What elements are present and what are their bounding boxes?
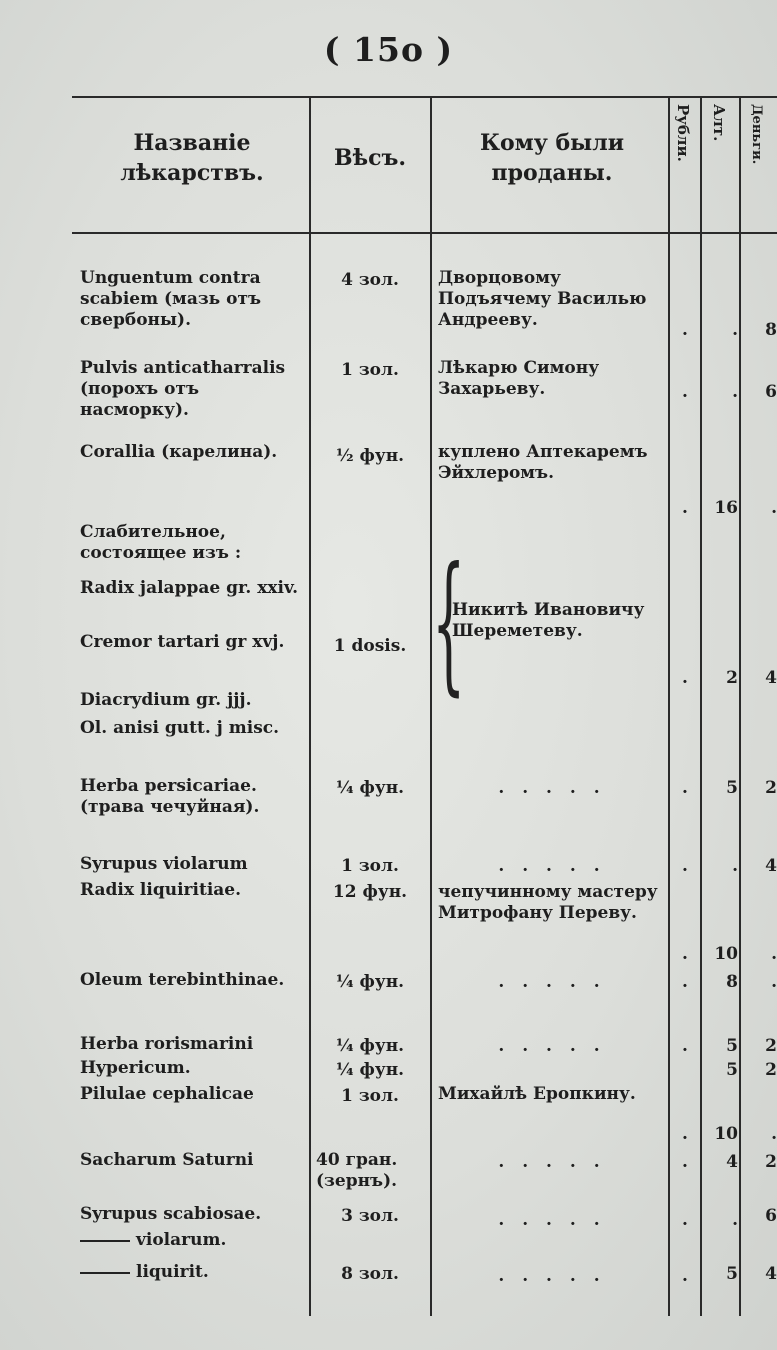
row-18-name: liquirit. (136, 1262, 209, 1282)
row-8-rubles: . (682, 778, 688, 798)
row-15-weight: 40 гран. (зернъ). (316, 1150, 398, 1191)
row-5-rubles: . (682, 668, 688, 688)
row-2-name: Corallia (карелина). (80, 442, 278, 462)
cell-text: Unguentum contra scabiem (мазь отъ свербоны). (80, 268, 262, 330)
row-14-buyer: Михайлѣ Еропкину. (438, 1084, 636, 1104)
curly-brace: { (432, 536, 466, 710)
row-15-altyns: 4 (726, 1152, 738, 1172)
row-1-name: Pulvis anticatharralis (порохъ отъ насморку). (80, 358, 286, 420)
row-9-weight: 1 зол. (341, 856, 399, 876)
row-13-name: Hypericum. (80, 1058, 191, 1078)
row-15-dengi: 2 (765, 1152, 777, 1172)
row-9-altyns: . (732, 856, 738, 876)
row-15-rubles: . (682, 1152, 688, 1172)
row-6-name: Diacrydium gr. jjj. (80, 690, 252, 710)
row-2-weight: ½ фун. (335, 446, 405, 466)
row-13-altyns: 5 (726, 1060, 738, 1080)
row-16-name: Syrupus scabiosae. (80, 1204, 262, 1224)
row-12-buyer: . . . . . (498, 1036, 606, 1056)
row-12-altyns: 5 (726, 1036, 738, 1056)
row-15-name: Sacharum Saturni (80, 1150, 254, 1170)
row-18-buyer: . . . . . (498, 1266, 606, 1286)
column-divider (700, 96, 702, 1316)
row-14-name: Pilulae cephalicae (80, 1084, 254, 1104)
row-13-weight: ¼ фун. (335, 1060, 405, 1080)
row-18-altyns: 5 (726, 1264, 738, 1284)
ditto-dash (80, 1240, 130, 1242)
row-14-weight: 1 зол. (341, 1086, 399, 1106)
row-9-rubles: . (682, 856, 688, 876)
row-2-rubles: . (682, 498, 688, 518)
row-0-weight: 4 зол. (341, 270, 399, 290)
row-14-dengi: . (771, 1124, 777, 1144)
row-17-name-wrap (80, 1230, 308, 1251)
row-13-dengi: 2 (765, 1060, 777, 1080)
row-16-weight: 3 зол. (341, 1206, 399, 1226)
row-12-rubles: . (682, 1036, 688, 1056)
row-12-weight: ¼ фун. (335, 1036, 405, 1056)
row-5-dengi: 4 (765, 668, 777, 688)
row-8-buyer: . . . . . (498, 778, 606, 798)
row-0-name (80, 268, 308, 331)
row-0-rubles: . (682, 320, 688, 340)
header-rubles: Рубли. (674, 104, 692, 162)
header-bottom-rule (72, 232, 777, 234)
row-1-weight: 1 зол. (341, 360, 399, 380)
row-5-altyns: 2 (726, 668, 738, 688)
row-1-rubles: . (682, 382, 688, 402)
row-9-buyer: . . . . . (498, 856, 606, 876)
row-1-altyns: . (732, 382, 738, 402)
row-10-weight: 12 фун. (332, 882, 408, 902)
row-1-buyer: Лѣкарю Симону Захарьеву. (438, 358, 600, 399)
row-11-buyer: . . . . . (498, 972, 606, 992)
row-11-altyns: 8 (726, 972, 738, 992)
header-buyer: Кому были проданы. (479, 130, 625, 186)
row-10-altyns: 10 (714, 944, 738, 964)
row-18-name-wrap (80, 1262, 308, 1283)
row-16-altyns: . (732, 1210, 738, 1230)
row-2-altyns: 16 (714, 498, 738, 518)
header-dengi: Деньги. (749, 104, 764, 165)
row-11-rubles: . (682, 972, 688, 992)
row-5-buyer: Никитѣ Ивановичу Шереметеву. (452, 600, 645, 641)
row-4-name: Radix jalappae gr. xxiv. (80, 578, 299, 598)
row-9-dengi: 4 (765, 856, 777, 876)
row-16-dengi: 6 (765, 1206, 777, 1226)
row-10-buyer: чепучинному мастеру Митрофану Переву. (438, 882, 658, 923)
column-divider (739, 96, 741, 1316)
row-11-weight: ¼ фун. (335, 972, 405, 992)
header-weight: Вѣсъ. (334, 145, 406, 171)
header-name: Названіе лѣкарствъ. (120, 130, 264, 186)
row-5-weight: 1 dosis. (333, 636, 407, 656)
row-11-name: Oleum terebinthinae. (80, 970, 285, 990)
row-8-altyns: 5 (726, 778, 738, 798)
column-divider (309, 96, 311, 1316)
row-12-dengi: 2 (765, 1036, 777, 1056)
row-0-altyns: . (732, 320, 738, 340)
column-divider (668, 96, 670, 1316)
table-top-rule (72, 96, 777, 98)
row-5-name: Cremor tartari gr xvj. (80, 632, 285, 652)
row-11-dengi: . (771, 972, 777, 992)
ditto-dash (80, 1272, 130, 1274)
row-18-dengi: 4 (765, 1264, 777, 1284)
row-7-name: Ol. anisi gutt. j misc. (80, 718, 280, 738)
row-16-buyer: . . . . . (498, 1210, 606, 1230)
row-9-name: Syrupus violarum (80, 854, 248, 874)
row-8-dengi: 2 (765, 778, 777, 798)
row-16-rubles: . (682, 1210, 688, 1230)
row-8-name: Herba persicariae. (трава чечуйная). (80, 776, 260, 817)
row-3-name: Слабительное, состоящее изъ : (80, 522, 242, 563)
row-17-name: violarum. (136, 1230, 227, 1250)
row-14-altyns: 10 (714, 1124, 738, 1144)
row-18-weight: 8 зол. (341, 1264, 399, 1284)
row-12-name: Herba rorismarini (80, 1034, 254, 1054)
row-14-rubles: . (682, 1124, 688, 1144)
row-2-dengi: . (771, 498, 777, 518)
row-2-buyer: куплено Аптекаремъ Эйхлеромъ. (438, 442, 648, 483)
row-15-buyer: . . . . . (498, 1152, 606, 1172)
row-10-name: Radix liquiritiae. (80, 880, 242, 900)
row-1-dengi: 6 (765, 382, 777, 402)
row-18-rubles: . (682, 1266, 688, 1286)
row-0-dengi: 8 (765, 320, 777, 340)
page-number: ( 15о ) (323, 30, 454, 69)
row-8-weight: ¼ фун. (335, 778, 405, 798)
row-10-rubles: . (682, 944, 688, 964)
row-10-dengi: . (771, 944, 777, 964)
row-0-buyer: Дворцовому Подъячему Василью Андрееву. (438, 268, 647, 330)
header-altyns: Алт. (710, 104, 728, 142)
